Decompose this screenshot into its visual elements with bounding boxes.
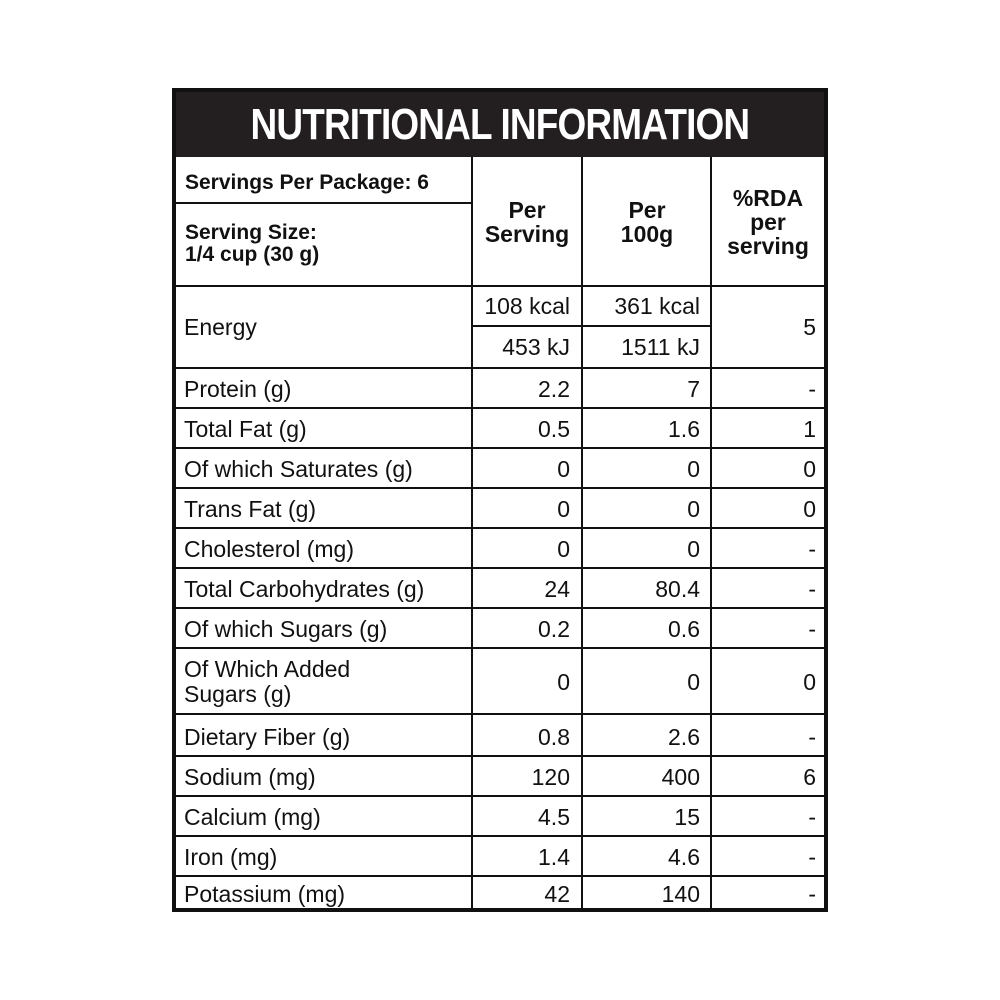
nutrition-panel (172, 88, 828, 912)
serving-size-label: Serving Size: (185, 221, 317, 244)
column-header-rda: %RDA per serving (727, 185, 809, 259)
row-per-100g: 2.6 (668, 723, 700, 750)
row-per-100g: 4.6 (668, 843, 700, 870)
row-per-100g: 0 (687, 668, 700, 695)
energy-rda: 5 (803, 313, 816, 340)
row-per-serving: 0 (557, 535, 570, 562)
row-rda: - (808, 803, 816, 830)
row-label: Iron (mg) (184, 843, 278, 870)
row-per-serving: 0.5 (538, 415, 570, 442)
row-label: Potassium (mg) (184, 881, 346, 907)
row-rda: - (808, 843, 816, 870)
column-header-per-100g: Per 100g (620, 197, 674, 247)
row-label: Dietary Fiber (g) (184, 723, 351, 750)
row-label: Cholesterol (mg) (184, 535, 354, 562)
serving-size-value: 1/4 cup (30 g) (185, 243, 320, 266)
row-per-100g: 15 (674, 803, 700, 830)
title-bar (176, 92, 824, 157)
row-rda: - (808, 881, 816, 907)
row-rda: 0 (803, 495, 816, 522)
row-per-serving: 0.2 (538, 615, 570, 642)
row-label: Total Carbohydrates (g) (184, 575, 425, 602)
row-per-100g: 80.4 (655, 575, 700, 602)
row-per-100g: 1.6 (668, 415, 700, 442)
energy-split-rule (472, 325, 712, 327)
row-per-100g: 0 (687, 455, 700, 482)
row-rda: - (808, 575, 816, 602)
energy-kj-per-serving: 453 kJ (502, 333, 570, 360)
row-label: Of Which Added Sugars (g) (184, 656, 351, 707)
page-title: NUTRITIONAL INFORMATION (250, 99, 750, 149)
row-rule (176, 713, 824, 715)
row-rda: - (808, 535, 816, 562)
row-per-100g: 7 (687, 375, 700, 402)
energy-kj-per-100g: 1511 kJ (621, 333, 700, 360)
energy-kcal-per-100g: 361 kcal (614, 292, 700, 319)
row-per-serving: 2.2 (538, 375, 570, 402)
row-per-serving: 24 (544, 575, 570, 602)
row-per-serving: 42 (544, 881, 570, 907)
column-header-per-serving: Per Serving (484, 197, 570, 247)
row-per-serving: 120 (531, 763, 570, 790)
row-per-100g: 140 (661, 881, 700, 907)
row-label: Calcium (mg) (184, 803, 321, 830)
row-label: Of which Sugars (g) (184, 615, 388, 642)
row-label: Total Fat (g) (184, 415, 307, 442)
row-label: Sodium (mg) (184, 763, 316, 790)
row-per-serving: 0.8 (538, 723, 570, 750)
header-divider (176, 202, 472, 204)
row-rda: 0 (803, 455, 816, 482)
row-per-100g: 0 (687, 495, 700, 522)
row-per-serving: 0 (557, 668, 570, 695)
row-rda: - (808, 723, 816, 750)
row-per-100g: 0 (687, 535, 700, 562)
row-rda: 1 (803, 415, 816, 442)
servings-per-package: Servings Per Package: 6 (185, 171, 429, 194)
row-label: Protein (g) (184, 375, 292, 402)
row-per-serving: 1.4 (538, 843, 570, 870)
row-per-100g: 400 (661, 763, 700, 790)
row-per-serving: 0 (557, 455, 570, 482)
row-rda: 6 (803, 763, 816, 790)
row-label: Trans Fat (g) (184, 495, 317, 522)
row-label: Of which Saturates (g) (184, 455, 413, 482)
row-per-100g: 0.6 (668, 615, 700, 642)
row-per-serving: 4.5 (538, 803, 570, 830)
row-rda: - (808, 615, 816, 642)
row-rda: 0 (803, 668, 816, 695)
row-rda: - (808, 375, 816, 402)
energy-kcal-per-serving: 108 kcal (484, 292, 570, 319)
row-per-serving: 0 (557, 495, 570, 522)
energy-label: Energy (184, 313, 257, 340)
